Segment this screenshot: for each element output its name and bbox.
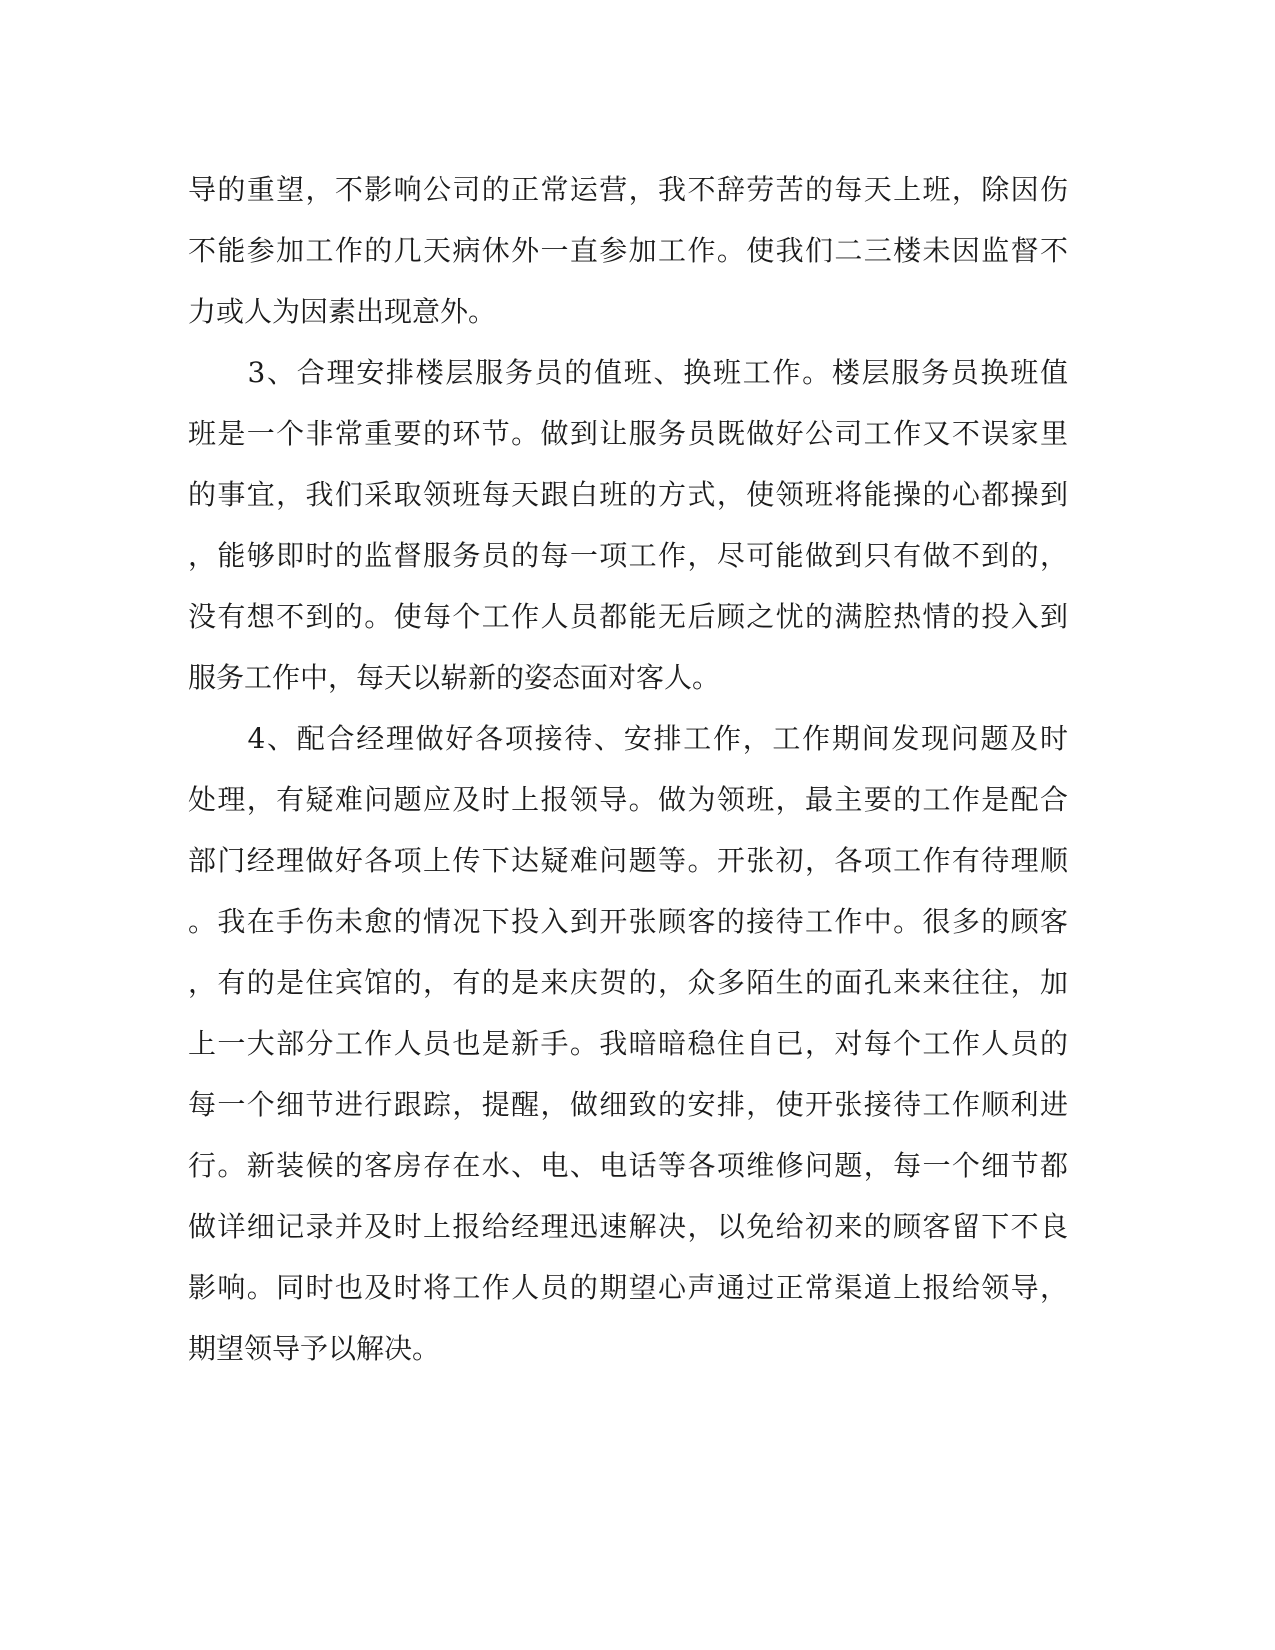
text-line: 行。新装候的客房存在水、电、电话等各项维修问题，每一个细节都 <box>188 1149 1068 1182</box>
text-line: 部门经理做好各项上传下达疑难问题等。开张初，各项工作有待理顺 <box>188 844 1068 877</box>
body-text <box>188 159 1068 1379</box>
text-line: 每一个细节进行跟踪，提醒，做细致的安排，使开张接待工作顺利进 <box>188 1088 1068 1121</box>
text-line: 班是一个非常重要的环节。做到让服务员既做好公司工作又不误家里 <box>188 417 1068 450</box>
text-line: 力或人为因素出现意外。 <box>188 295 497 328</box>
text-line: 不能参加工作的几天病休外一直参加工作。使我们二三楼未因监督不 <box>188 234 1068 267</box>
paragraph-3-first-line: 3、合理安排楼层服务员的值班、换班工作。楼层服务员换班值 <box>188 356 1068 389</box>
text-line: ，能够即时的监督服务员的每一项工作，尽可能做到只有做不到的， <box>188 539 1068 572</box>
text-line: 导的重望，不影响公司的正常运营，我不辞劳苦的每天上班，除因伤 <box>188 173 1068 206</box>
text-line: 服务工作中，每天以崭新的姿态面对客人。 <box>188 661 721 694</box>
text-line: 期望领导予以解决。 <box>188 1332 441 1365</box>
text-line: 没有想不到的。使每个工作人员都能无后顾之忧的满腔热情的投入到 <box>188 600 1068 633</box>
text-line: 上一大部分工作人员也是新手。我暗暗稳住自已，对每个工作人员的 <box>188 1027 1068 1060</box>
text-line: 的事宜，我们采取领班每天跟白班的方式，使领班将能操的心都操到 <box>188 478 1068 511</box>
text-line: 。我在手伤未愈的情况下投入到开张顾客的接待工作中。很多的顾客 <box>188 905 1068 938</box>
text-line: 做详细记录并及时上报给经理迅速解决，以免给初来的顾客留下不良 <box>188 1210 1068 1243</box>
text-line: 影响。同时也及时将工作人员的期望心声通过正常渠道上报给领导， <box>188 1271 1068 1304</box>
text-line: 处理，有疑难问题应及时上报领导。做为领班，最主要的工作是配合 <box>188 783 1068 816</box>
text-line: ，有的是住宾馆的，有的是来庆贺的，众多陌生的面孔来来往往，加 <box>188 966 1068 999</box>
paragraph-4-first-line: 4、配合经理做好各项接待、安排工作，工作期间发现问题及时 <box>188 722 1068 755</box>
